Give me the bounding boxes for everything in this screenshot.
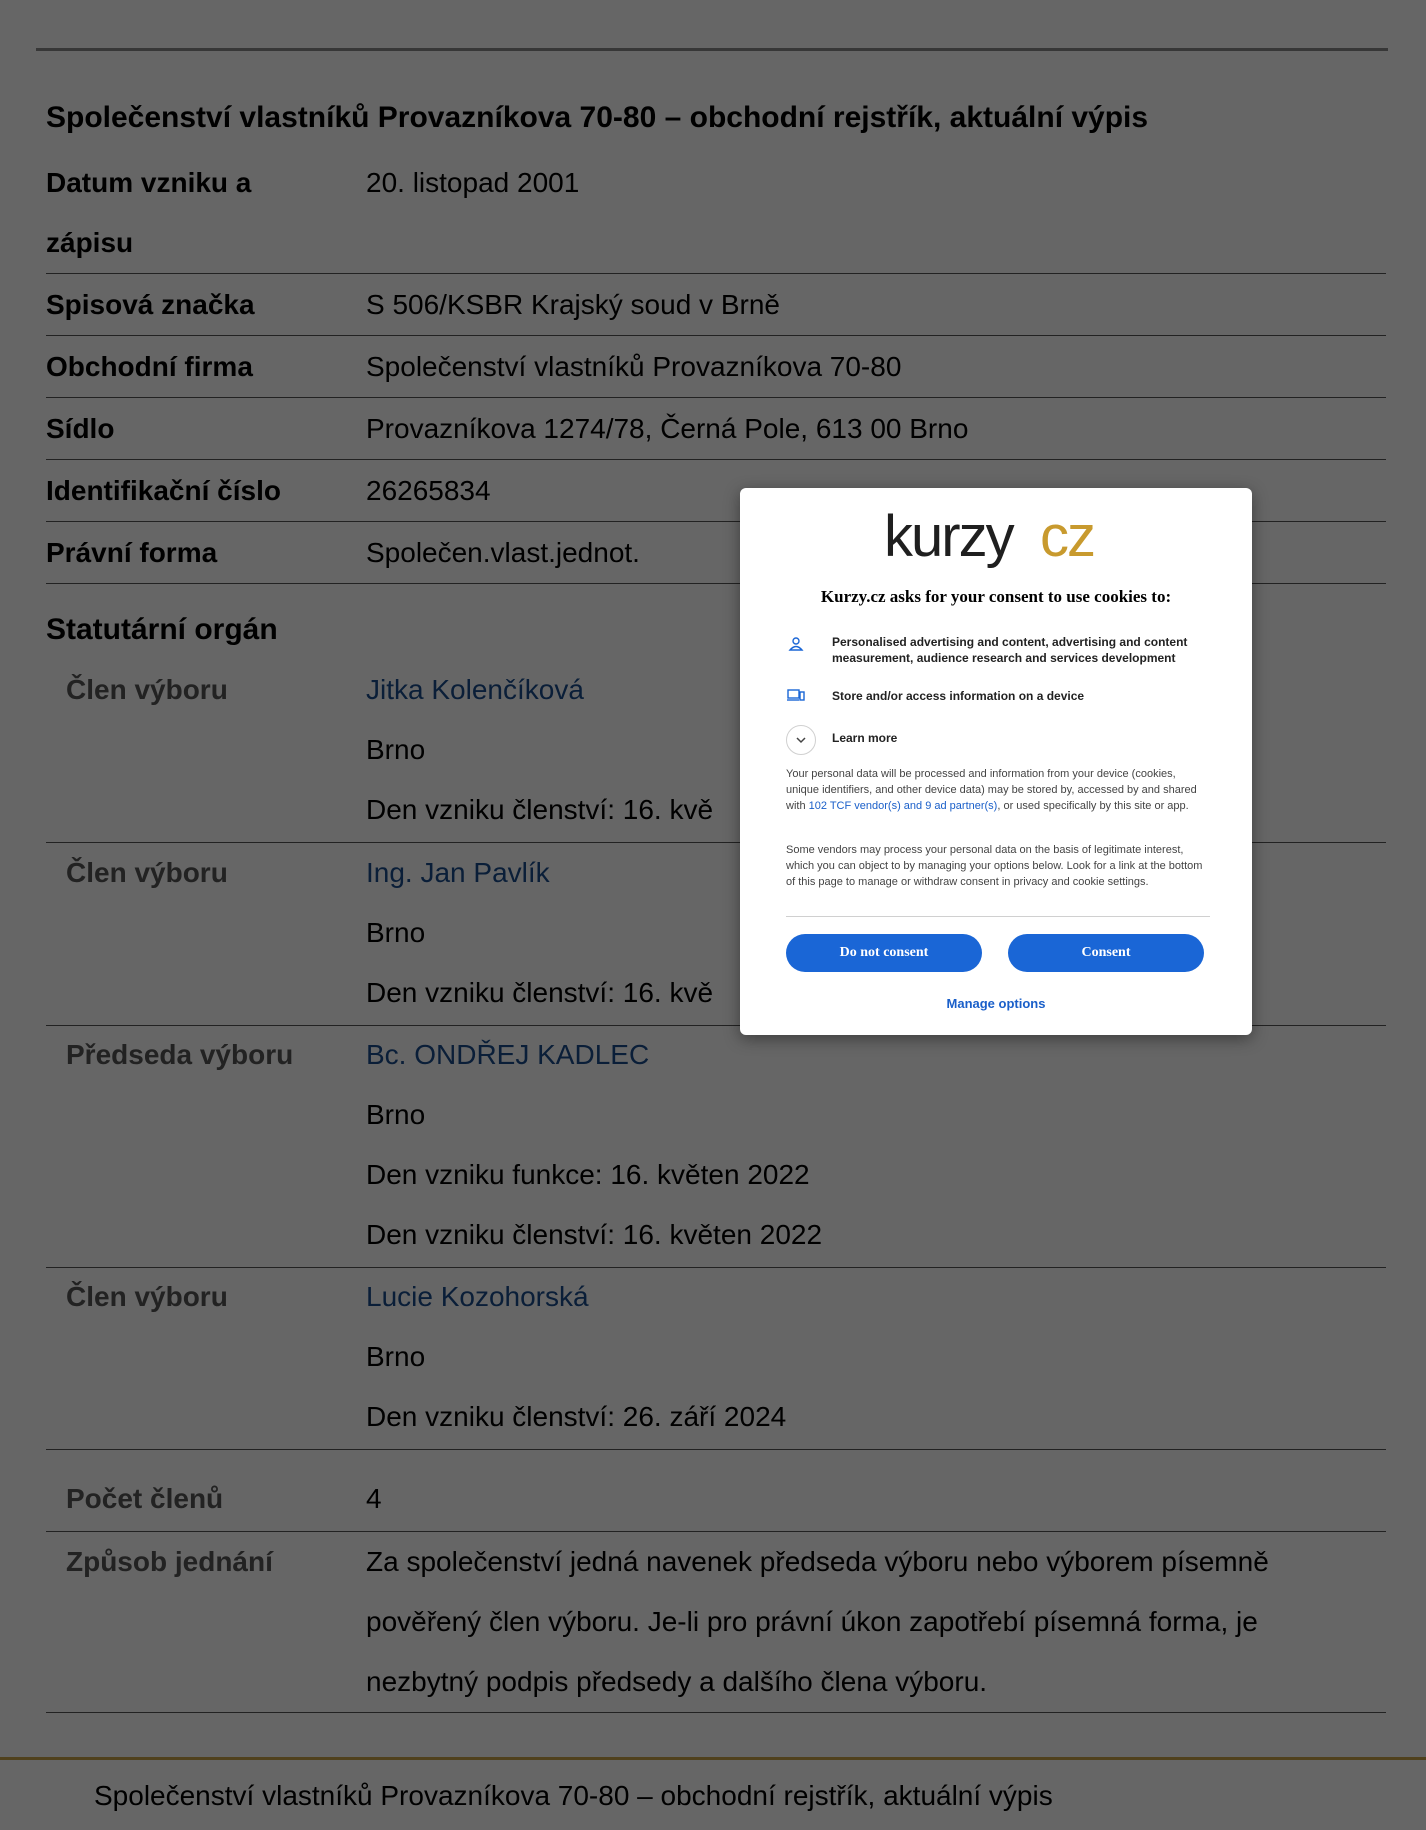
chevron-down-icon[interactable] — [786, 725, 816, 755]
do-not-consent-button[interactable]: Do not consent — [786, 934, 982, 972]
consent-divider — [786, 916, 1210, 917]
consent-paragraph-2: Some vendors may process your personal data on the basis of legitimate interest, which you can object to by managing your options below. Look for a link at the bottom of this page to manage or withdraw consent in privacy and cookie settings. — [786, 844, 1203, 888]
person-icon — [786, 634, 806, 654]
kurzy-logo — [884, 506, 1114, 570]
learn-more-label[interactable]: Learn more — [832, 731, 898, 745]
consent-paragraph-1 — [786, 766, 1210, 814]
para-text: , or used specifically by this site or app. — [997, 800, 1189, 812]
para-text: Your personal data will be processed and information from your device (cookies, unique identifiers, and other device data) may be stored by, accessed by and shared with — [786, 768, 1197, 812]
consent-button[interactable]: Consent — [1008, 934, 1204, 972]
manage-options-link[interactable]: Manage options — [946, 996, 1046, 1011]
purpose-text: Personalised advertising and content, advertising and content measurement, audience research and services development — [832, 635, 1188, 665]
purpose-text: Store and/or access information on a device — [832, 689, 1085, 703]
vendors-link[interactable]: 102 TCF vendor(s) and 9 ad partner(s) — [808, 800, 998, 812]
logo-text-left: kurzy — [884, 506, 1013, 569]
consent-title: Kurzy.cz asks for your consent to use cookies to: — [820, 587, 1172, 606]
logo-text-right: cz — [1040, 506, 1094, 569]
devices-icon — [786, 686, 806, 706]
cookie-consent-dialog — [740, 488, 1252, 1035]
